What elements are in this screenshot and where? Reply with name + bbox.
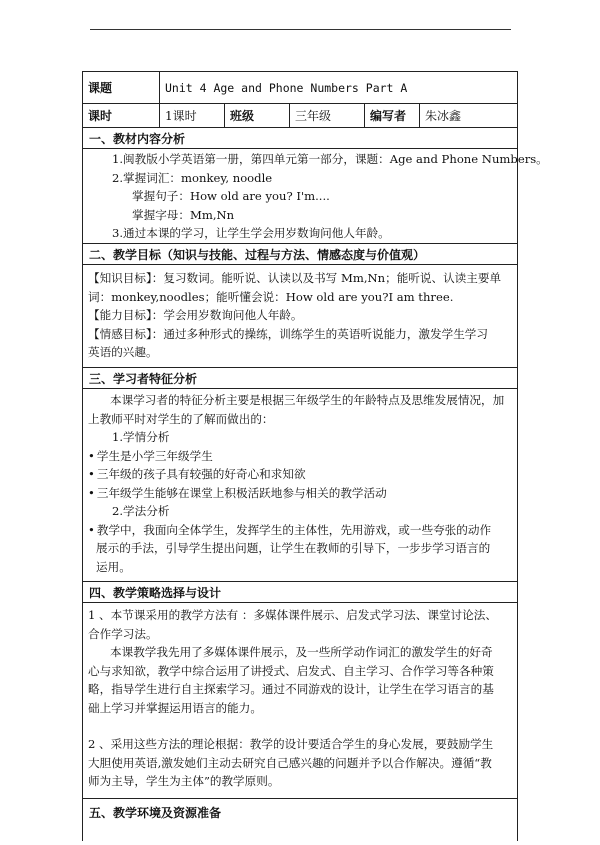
- section3-body: [83, 391, 517, 576]
- section4-line: 本课教学我先用了多媒体课件展示，及一些所学动作词汇的激发学生的好奇: [110, 645, 493, 659]
- section4-line: 大胆使用英语,激发她们主动去研究自己感兴趣的问题并予以合作解决。遵循“教: [88, 755, 492, 770]
- section1-body-row: [83, 149, 548, 244]
- section3-line: 本课学习者的特征分析主要是根据三年级学生的年龄特点及思维发展情况，加: [110, 393, 505, 407]
- section4-line: 1 、本节课采用的教学方法有 ：多媒体课件展示、启发式学习法、课堂讨论法、: [88, 608, 497, 622]
- section2-line: 【情感目标】：通过多种形式的操练，训练学生的英语听说能力，激发学生学习: [88, 326, 488, 341]
- section5-header-row: [83, 799, 517, 820]
- section1-title: 一、教材内容分析: [89, 132, 186, 146]
- section2-body: [83, 269, 517, 362]
- section4-line: 合作学习法。: [88, 626, 158, 641]
- section2-title: 二、教学目标（知识与技能、过程与方法、情感态度与价值观）: [89, 248, 426, 262]
- section2-line: 英语的兴趣。: [88, 345, 158, 359]
- section4-title: 四、教学策略选择与设计: [89, 586, 222, 600]
- section1-line: 掌握句子：How old are you? I'm....: [132, 189, 330, 203]
- lesson-plan-table: [82, 71, 548, 841]
- section5-title: 五、教学环境及资源准备: [89, 806, 222, 820]
- author-value: 朱冰鑫: [425, 109, 462, 123]
- section3-title: 三、学习者特征分析: [89, 372, 198, 386]
- section3-line: 上教师平时对学生的了解而做出的：: [88, 411, 274, 426]
- section2-line: 词：monkey,noodles；能听懂会说：How old are you?I am three.: [88, 289, 454, 304]
- topic-row: [83, 72, 517, 104]
- hours-label: 课时: [88, 109, 113, 123]
- section3-header-row: [83, 368, 517, 389]
- section3-line: • 教学中，我面向全体学生，发挥学生的主体性，先用游戏，或一些夸张的动作: [88, 521, 512, 540]
- section4-line: 略，指导学生进行自主探索学习。通过不同游戏的设计，让学生在学习语言的基: [88, 682, 494, 696]
- section1-header-row: [83, 128, 517, 149]
- section3-line: 展示的手法，引导学生提出问题，让学生在教师的引导下，一步步学习语言的: [96, 541, 491, 555]
- section1-line: 2.掌握词汇：monkey, noodle: [112, 170, 273, 185]
- section3-line: • 三年级的孩子具有较强的好奇心和求知欲: [88, 465, 512, 484]
- top-rule: [90, 29, 511, 30]
- section1-body: [83, 150, 548, 243]
- section2-line: 【能力目标】：学会用岁数询问他人年龄。: [88, 308, 303, 322]
- section3-line: • 三年级学生能够在课堂上积极活跃地参与相关的教学活动: [88, 484, 512, 503]
- section2-header-row: [83, 244, 517, 265]
- topic-label: 课题: [88, 81, 113, 95]
- section2-body-row: [83, 265, 517, 368]
- section1-line: 掌握字母：Mm,Nn: [132, 207, 235, 222]
- section2-line: 【知识目标】：复习数词。能听说、认读以及书写 Mm,Nn；能听说、认读主要单: [88, 271, 502, 285]
- section4-line: 心与求知欲，教学中综合运用了讲授式、启发式、自主学习、合作学习等各种策: [88, 663, 494, 678]
- section4-line: 础上学习并掌握运用语言的能力。: [88, 700, 262, 715]
- section4-header-row: [83, 582, 517, 603]
- class-value: 三年级: [295, 109, 332, 123]
- section3-line: 2.学法分析: [112, 504, 170, 518]
- topic-value: Unit 4 Age and Phone Numbers Part A: [165, 80, 408, 95]
- section3-line: • 学生是小学三年级学生: [88, 447, 512, 466]
- section1-line: 3.通过本课的学习，让学生学会用岁数询问他人年龄。: [112, 226, 390, 240]
- section4-body-row: [83, 603, 517, 799]
- hours-value: 1课时: [165, 109, 197, 123]
- section4-line: 师为主导，学生为主体”的教学原则。: [88, 774, 280, 788]
- section4-body: [83, 606, 517, 791]
- class-label: 班级: [230, 109, 255, 123]
- section4-line: 2 、采用这些方法的理论根据：教学的设计要适合学生的身心发展，要鼓励学生: [88, 737, 494, 751]
- section1-line: 1.闽教版小学英语第一册，第四单元第一部分，课题：Age and Phone Numbers。: [112, 152, 548, 166]
- section3-body-row: [83, 389, 517, 582]
- section3-line: 1.学情分析: [112, 430, 170, 444]
- section3-line: 运用。: [96, 559, 131, 574]
- author-label: 编写者: [370, 109, 407, 123]
- info-row: [83, 104, 517, 128]
